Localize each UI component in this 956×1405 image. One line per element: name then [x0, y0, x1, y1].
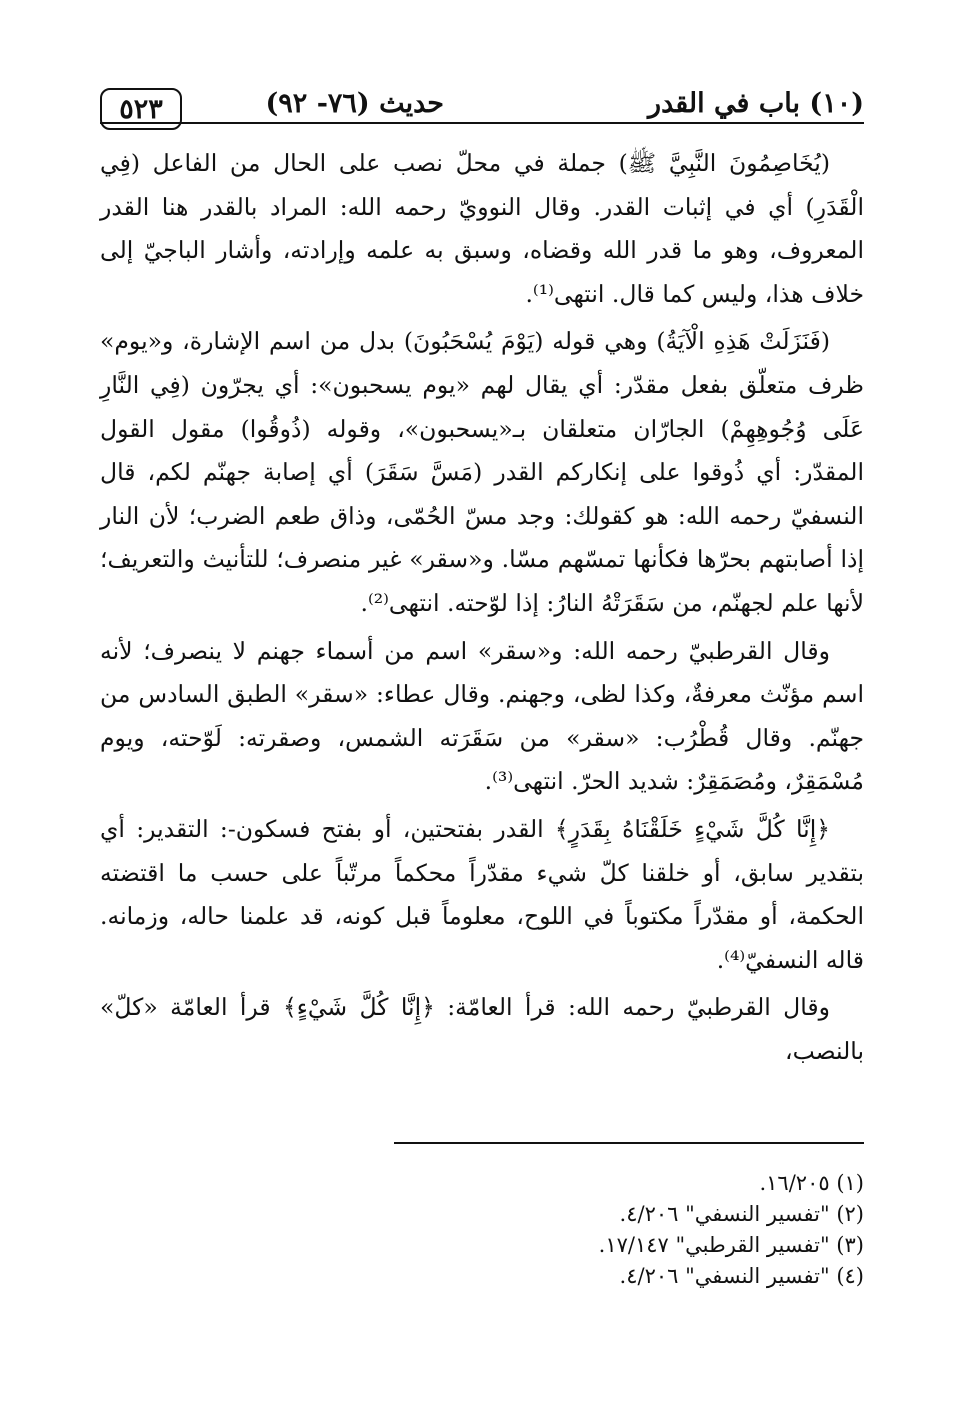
- footnote: (١) ١٦/٢٠٥.: [759, 1171, 864, 1195]
- hadith-range: حديث (٧٦- ٩٢): [265, 88, 444, 119]
- paragraph: وقال القرطبيّ رحمه الله: قرأ العامّة: ﴿إِنَّا كُلَّ شَيْءٍ﴾ قرأ العامّة «كلّ» بالنصب،: [100, 993, 864, 1065]
- paragraph: ﴿إِنَّا كُلَّ شَيْءٍ خَلَقْنَاهُ بِقَدَرٍ﴾ القدر بفتحتين، أو بفتح فسكون-: التقدير: أي بتقدير سابق، أو خلقنا كلّ شيء مقدّراً محكماً مرتّباً على حسب ما اقتضته الحكمة، أو مقدّراً مكتوباً في اللوح، معلوماً قبل كونه، قد علمنا حاله، وزمانه. قاله النسفيّ⁽⁴⁾.: [100, 814, 864, 974]
- footnote: (٣) "تفسير القرطبي" ١٧/١٤٧.: [598, 1233, 864, 1257]
- footnote: (٢) "تفسير النسفي" ٤/٢٠٦.: [619, 1202, 864, 1226]
- page-header: [100, 80, 864, 128]
- paragraph: (يُخَاصِمُونَ النَّبِيَّ ﷺ) جملة في محلّ نصب على الحال من الفاعل (فِي الْقَدَرِ) أي في إثبات القدر. وقال النوويّ رحمه الله: المراد بالقدر هنا القدر المعروف، وهو ما قدر الله وقضاه، وسبق به علمه وإرادته، وأشار الباجيّ إلى خلاف هذا، وليس كما قال. انتهى⁽¹⁾.: [100, 149, 864, 308]
- footnotes: [599, 1168, 864, 1292]
- main-text: [100, 142, 864, 1073]
- header-divider: [100, 122, 864, 124]
- paragraph: وقال القرطبيّ رحمه الله: و«سقر» اسم من أسماء جهنم لا ينصرف؛ لأنه اسم مؤنّث معرفةٌ، وكذا لظى، وجهنم. وقال عطاء: «سقر» الطبق السادس من جهنّم. وقال قُطْرُب: «سقر» من سَقَرَته الشمس، وصقرته: لَوّحته، ويوم مُسْمَقِرٌ، ومُصَمَقِرٌ: شديد الحرّ. انتهى⁽³⁾.: [100, 636, 864, 796]
- chapter-title: (١٠) باب في القدر: [648, 88, 864, 119]
- footnote-divider: [394, 1142, 864, 1144]
- paragraph: (فَنَزَلَتْ هَذِهِ الْآيَةُ) وهي قوله (يَوْمَ يُسْحَبُونَ) بدل من اسم الإشارة، و«يوم» ظرف متعلّق بفعل مقدّر: أي يقال لهم «يوم يسحبون»: أي يجرّون (فِي النَّارِ عَلَى وُجُوهِهِمْ) الجارّان متعلقان بـ«يسحبون»، وقوله (ذُوقُوا) مقول القول المقدّر: أي ذُوقوا على إنكاركم القدر (مَسَّ سَقَرَ) أي إصابة جهنّم لكم، قال النسفيّ رحمه الله: هو كقولك: وجد مسّ الحُمّى، وذاق طعم الضرب؛ لأن النار إذا أصابتهم بحرّها فكأنها تمسّهم مسّا. و«سقر» غير منصرف؛ للتأنيث والتعريف؛ لأنها علم لجهنّم، من سَقَرَتْهُ النارُ: إذا لوّحته. انتهى⁽²⁾.: [100, 327, 864, 617]
- footnote: (٤) "تفسير النسفي" ٤/٢٠٦.: [619, 1264, 864, 1288]
- page-number: ٥٢٣: [119, 93, 163, 125]
